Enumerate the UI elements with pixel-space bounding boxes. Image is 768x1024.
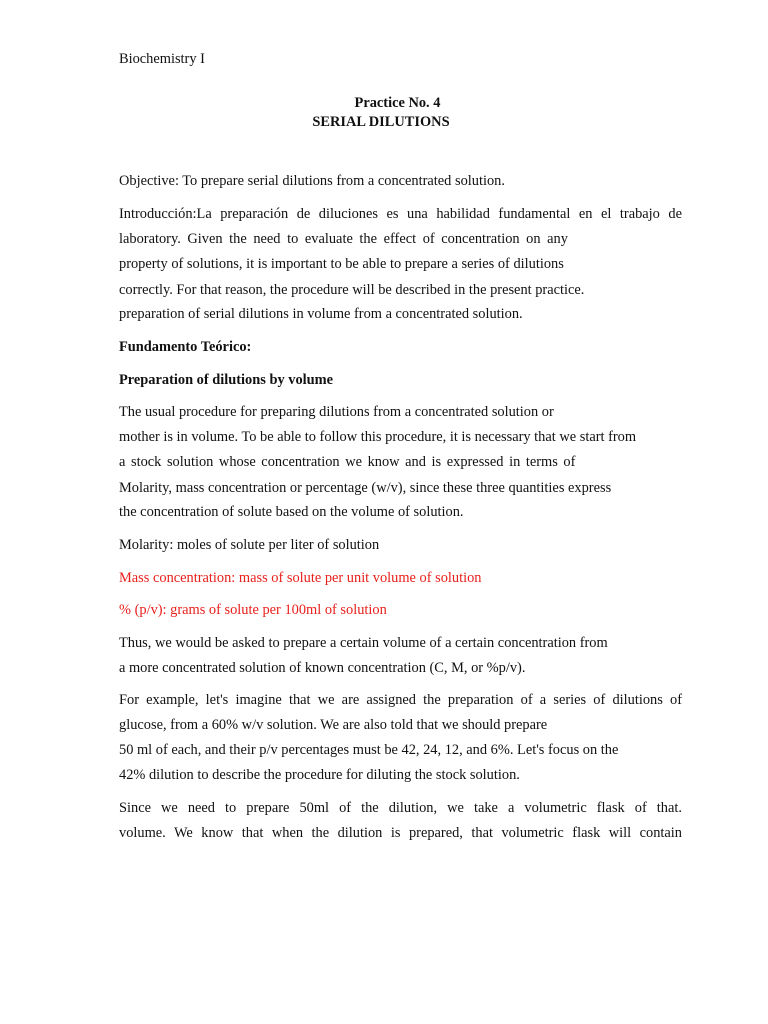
example-line: 42% dilution to describe the procedure for diluting the stock solution. [119, 767, 520, 783]
procedure-line: The usual procedure for preparing dilutions from a concentrated solution or [119, 404, 554, 420]
procedure-line: the concentration of solute based on the volume of solution. [119, 504, 464, 520]
thus-line: Thus, we would be asked to prepare a certain volume of a certain concentration from [119, 635, 608, 651]
procedure-line: Molarity, mass concentration or percentage (w/v), since these three quantities express [119, 480, 612, 496]
intro-line: Introducción:La preparación de diluciones es una habilidad fundamental en el trabajo de [119, 206, 682, 222]
intro-line: laboratory. Given the need to evaluate the effect of concentration on any [119, 231, 568, 247]
procedure-line: a stock solution whose concentration we know and is expressed in terms of [119, 454, 576, 470]
course-header: Biochemistry I [119, 51, 205, 67]
subsection-heading: Preparation of dilutions by volume [119, 372, 334, 388]
since-line: volume. We know that when the dilution is prepared, that volumetric flask will contain [119, 825, 682, 841]
intro-line: property of solutions, it is important to be able to prepare a series of dilutions [119, 256, 564, 272]
percent-definition: % (p/v): grams of solute per 100ml of solution [119, 602, 387, 618]
intro-line: correctly. For that reason, the procedure will be described in the present practice. [119, 282, 585, 298]
document-title: SERIAL DILUTIONS [312, 114, 450, 130]
example-line: For example, let's imagine that we are assigned the preparation of a series of dilutions of [119, 692, 682, 708]
example-line: 50 ml of each, and their p/v percentages must be 42, 24, 12, and 6%. Let's focus on the [119, 742, 619, 758]
practice-number: Practice No. 4 [354, 95, 441, 111]
section-heading: Fundamento Teórico: [119, 339, 252, 355]
thus-line: a more concentrated solution of known concentration (C, M, or %p/v). [119, 660, 526, 676]
molarity-definition: Molarity: moles of solute per liter of solution [119, 537, 380, 553]
procedure-line: mother is in volume. To be able to follow this procedure, it is necessary that we start from [119, 429, 637, 445]
since-line: Since we need to prepare 50ml of the dilution, we take a volumetric flask of that. [119, 800, 682, 816]
objective-text: Objective: To prepare serial dilutions from a concentrated solution. [119, 173, 505, 189]
mass-concentration-definition: Mass concentration: mass of solute per unit volume of solution [119, 570, 482, 586]
intro-line: preparation of serial dilutions in volume from a concentrated solution. [119, 306, 523, 322]
example-line: glucose, from a 60% w/v solution. We are also told that we should prepare [119, 717, 548, 733]
